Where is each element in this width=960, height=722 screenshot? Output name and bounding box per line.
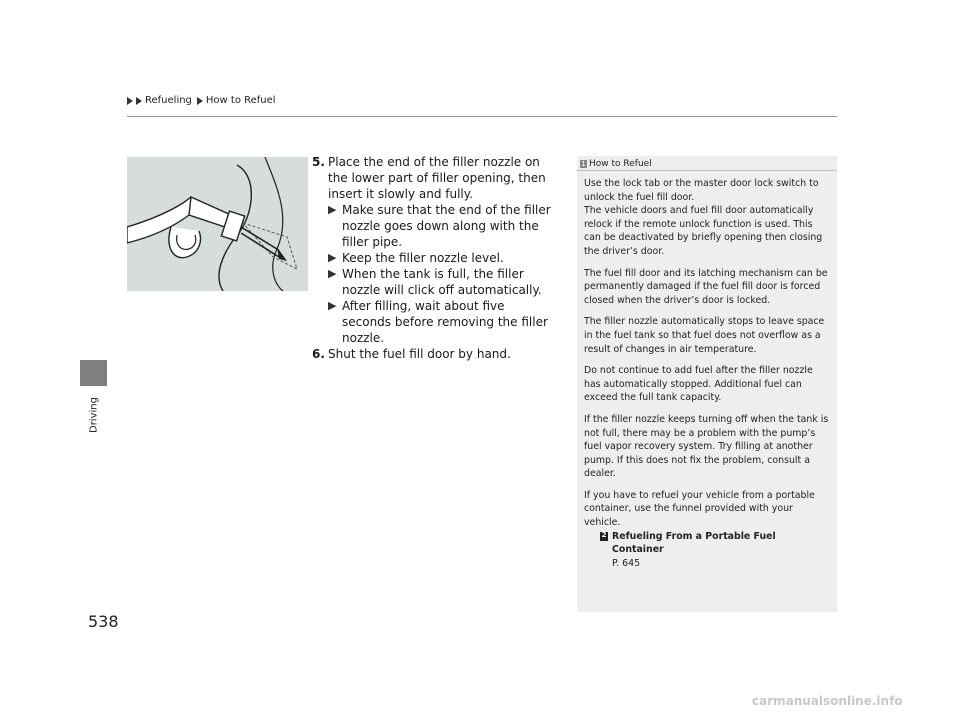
arrow-right-icon: ▶: [328, 267, 337, 280]
side-tab-marker: [80, 360, 107, 386]
breadcrumb-arrow-icon: [136, 97, 142, 105]
breadcrumb-item-refueling[interactable]: Refueling: [145, 95, 192, 106]
cross-reference-link[interactable]: [600, 530, 829, 557]
note-paragraph: Use the lock tab or the master door lock switch to unlock the fuel fill door. The vehicle doors and fuel fill door automatically relock if the remote unlock function is used. This can be deactivated by briefly opening then closing the driver’s door.: [584, 178, 823, 257]
page-number: 538: [88, 612, 119, 631]
arrow-right-icon: ▶: [328, 251, 337, 264]
refuel-nozzle-illustration: [127, 157, 308, 291]
watermark: carmanualsonline.info: [752, 694, 903, 708]
note-body: [577, 171, 837, 570]
note-paragraph: The fuel fill door and its latching mechanism can be permanently damaged if the fuel fill door is forced closed when the driver’s door is locked.: [584, 267, 828, 306]
note-title: How to Refuel: [589, 159, 652, 169]
note-paragraph: If you have to refuel your vehicle from a portable container, use the funnel provided with your vehicle.: [584, 489, 815, 529]
cross-reference-page[interactable]: P. 645: [612, 557, 641, 569]
side-tab-label: Driving: [88, 397, 100, 433]
note-paragraph: Do not continue to add fuel after the filler nozzle has automatically stopped. Additional fuel can exceed the full tank capacity.: [584, 365, 813, 404]
bullet-text: Make sure that the end of the filler nozzle goes down along with the filler pipe.: [342, 203, 551, 249]
breadcrumb-arrow-icon: [127, 97, 133, 105]
refuel-steps: [312, 154, 554, 362]
step-number: 5.: [312, 155, 325, 169]
breadcrumb-item-how-to-refuel[interactable]: How to Refuel: [205, 95, 276, 106]
step-number: 6.: [312, 347, 325, 361]
cross-reference-icon: 2: [601, 531, 607, 540]
breadcrumb: [127, 95, 276, 106]
step-5: [312, 154, 554, 202]
step-bullet: [328, 202, 554, 250]
arrow-right-icon: ▶: [328, 203, 337, 216]
arrow-right-icon: ▶: [328, 299, 337, 312]
step-text: Shut the fuel fill door by hand.: [328, 347, 511, 361]
breadcrumb-arrow-icon: [197, 97, 203, 105]
bullet-text: After filling, wait about five seconds before removing the filler nozzle.: [342, 299, 548, 345]
note-header: [577, 156, 837, 171]
note-paragraph: The filler nozzle automatically stops to leave space in the fuel tank so that fuel does not overflow as a result of changes in air temperature.: [584, 316, 825, 355]
note-marker-icon: 1: [581, 160, 586, 168]
nozzle-illustration-icon: [127, 157, 308, 291]
bullet-text: Keep the filler nozzle level.: [342, 251, 504, 265]
header-divider: [127, 116, 837, 117]
bullet-text: When the tank is full, the filler nozzle will click off automatically.: [342, 267, 542, 297]
step-text: Place the end of the filler nozzle on the lower part of filler opening, then insert it slowly and fully.: [328, 155, 546, 201]
cross-reference-title[interactable]: Refueling From a Portable Fuel Container: [612, 530, 776, 556]
note-paragraph: If the filler nozzle keeps turning off when the tank is not full, there may be a problem with the pump’s fuel vapor recovery system. Try filling at another pump. If this does not fix the problem, consult a dealer.: [584, 413, 829, 480]
side-note: [577, 156, 837, 612]
step-bullet: [328, 250, 554, 266]
step-bullet: [328, 298, 554, 346]
step-bullet: [328, 266, 554, 298]
step-6: [312, 346, 554, 362]
